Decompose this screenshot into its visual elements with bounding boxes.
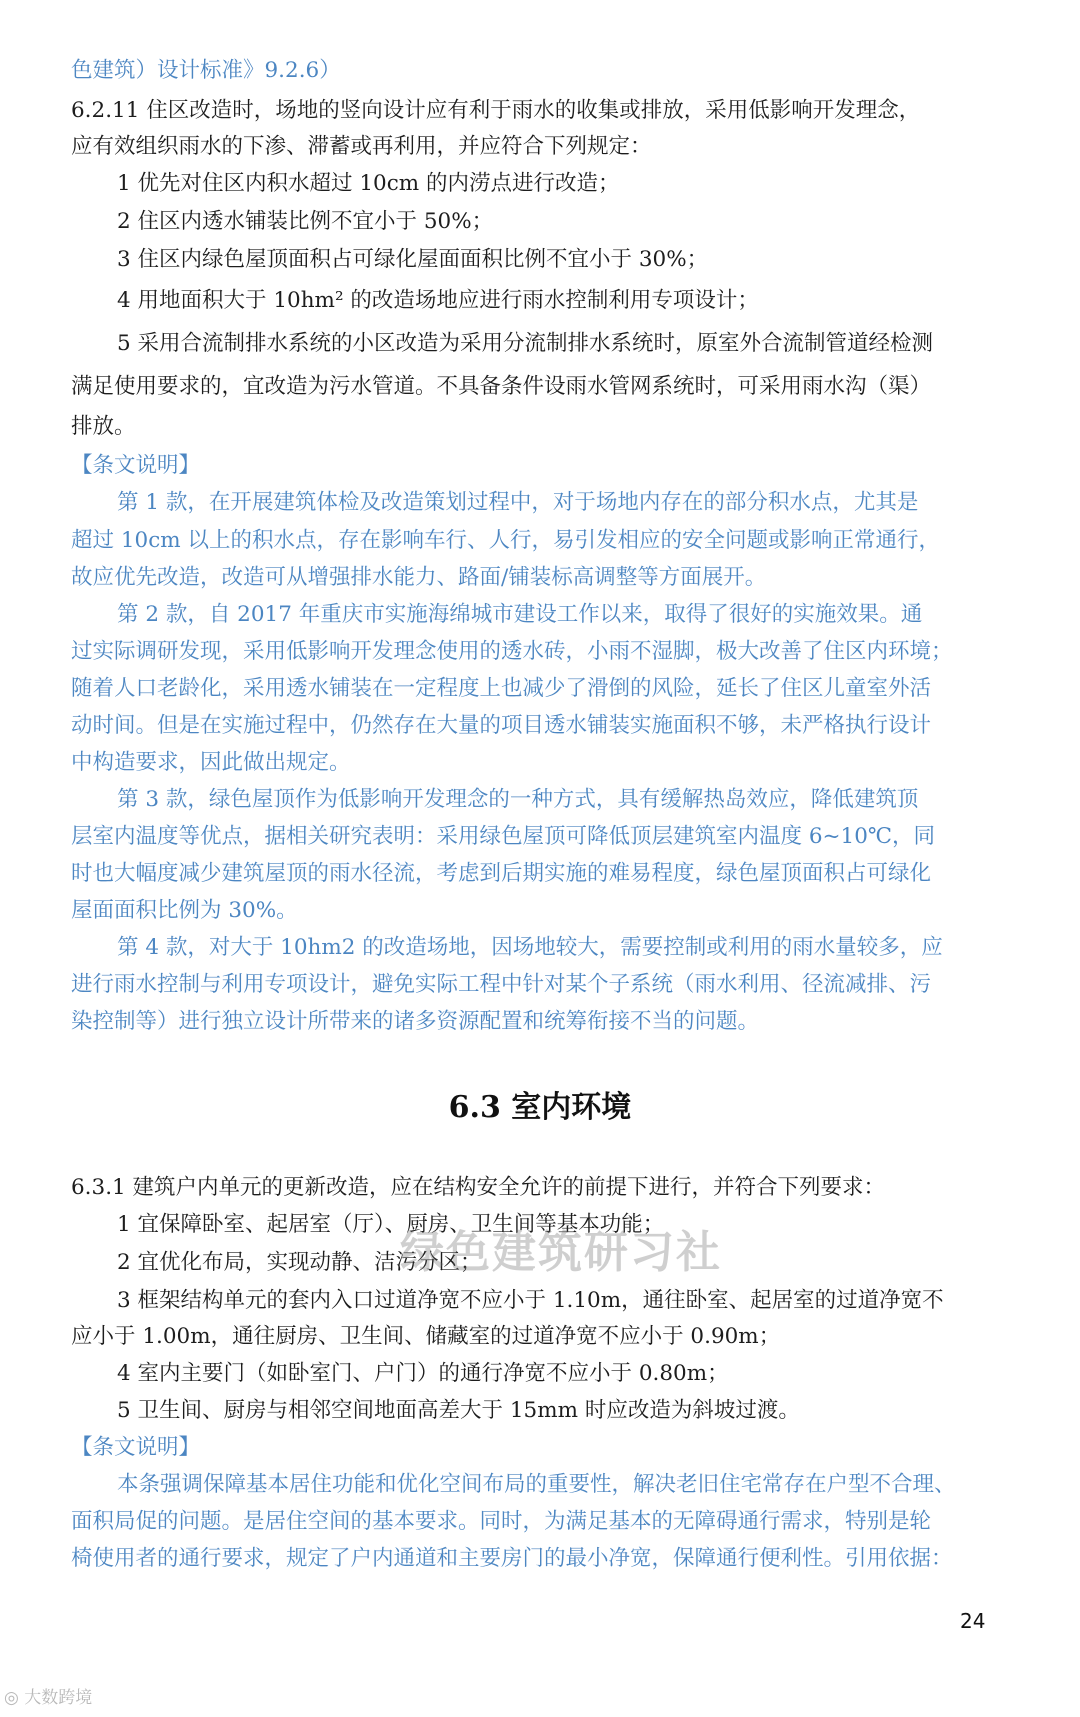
explanation-line: 染控制等）进行独立设计所带来的诸多资源配置和统筹衔接不当的问题。 bbox=[71, 1009, 760, 1034]
explanation-line: 超过 10cm 以上的积水点，存在影响车行、人行，易引发相应的安全问题或影响正常通行， bbox=[71, 528, 940, 553]
explanation-line: 随着人口老龄化，采用透水铺装在一定程度上也减少了滑倒的风险，延长了住区儿童室外活 bbox=[71, 676, 932, 701]
page-number: 24 bbox=[960, 1609, 986, 1633]
clause-6-2-11-line: 6.2.11 住区改造时，场地的竖向设计应有利于雨水的收集或排放，采用低影响开发理念， bbox=[71, 98, 921, 123]
clause-item: 1 宜保障卧室、起居室（厅）、厨房、卫生间等基本功能； bbox=[117, 1212, 665, 1237]
explanation-line: 进行雨水控制与利用专项设计，避免实际工程中针对某个子系统（雨水利用、径流减排、污 bbox=[71, 972, 932, 997]
explanation-label: 【条文说明】 bbox=[71, 453, 201, 478]
corner-logo-text: 大数跨境 bbox=[24, 1688, 93, 1708]
clause-6-2-11-line: 应有效组织雨水的下渗、滞蓄或再利用，并应符合下列规定： bbox=[71, 134, 652, 159]
watermark: 绿色建筑研习社 bbox=[400, 1227, 722, 1278]
explanation-line: 第 3 款，绿色屋顶作为低影响开发理念的一种方式，具有缓解热岛效应，降低建筑顶 bbox=[117, 787, 919, 812]
clause-item: 3 框架结构单元的套内入口过道净宽不应小于 1.10m，通往卧室、起居室的过道净宽不 bbox=[117, 1288, 944, 1313]
explanation-line: 屋面面积比例为 30%。 bbox=[71, 898, 298, 923]
corner-logo bbox=[4, 1683, 92, 1708]
explanation-line: 面积局促的问题。是居住空间的基本要求。同时，为满足基本的无障碍通行需求，特别是轮 bbox=[71, 1509, 932, 1534]
clause-item: 2 宜优化布局，实现动静、洁污分区； bbox=[117, 1250, 482, 1275]
clause-item: 4 室内主要门（如卧室门、户门）的通行净宽不应小于 0.80m； bbox=[117, 1361, 729, 1386]
clause-item: 2 住区内透水铺装比例不宜小于 50%； bbox=[117, 209, 494, 234]
explanation-line: 动时间。但是在实施过程中，仍然存在大量的项目透水铺装实施面积不够，未严格执行设计 bbox=[71, 713, 932, 738]
clause-item-cont: 满足使用要求的，宜改造为污水管道。不具备条件设雨水管网系统时，可采用雨水沟（渠） bbox=[71, 374, 932, 399]
clause-item: 5 采用合流制排水系统的小区改造为采用分流制排水系统时，原室外合流制管道经检测 bbox=[117, 331, 934, 356]
clause-item-cont: 排放。 bbox=[71, 414, 136, 439]
explanation-line: 第 2 款，自 2017 年重庆市实施海绵城市建设工作以来，取得了很好的实施效果。通 bbox=[117, 602, 923, 627]
clause-item: 5 卫生间、厨房与相邻空间地面高差大于 15mm 时应改造为斜坡过渡。 bbox=[117, 1398, 800, 1423]
logo-icon: ◎ bbox=[4, 1688, 19, 1708]
explanation-line: 本条强调保障基本居住功能和优化空间布局的重要性，解决老旧住宅常存在户型不合理、 bbox=[117, 1472, 956, 1497]
clause-item: 4 用地面积大于 10hm² 的改造场地应进行雨水控制利用专项设计； bbox=[117, 288, 759, 313]
explanation-line: 第 4 款，对大于 10hm2 的改造场地，因场地较大，需要控制或利用的雨水量较多，应 bbox=[117, 935, 943, 960]
continued-reference: 色建筑）设计标准》9.2.6） bbox=[71, 58, 341, 83]
clause-item: 3 住区内绿色屋顶面积占可绿化屋面面积比例不宜小于 30%； bbox=[117, 247, 709, 272]
clause-6-3-1-line: 6.3.1 建筑户内单元的更新改造，应在结构安全允许的前提下进行，并符合下列要求： bbox=[71, 1175, 886, 1200]
explanation-line: 椅使用者的通行要求，规定了户内通道和主要房门的最小净宽，保障通行便利性。引用依据： bbox=[71, 1546, 953, 1571]
explanation-line: 过实际调研发现，采用低影响开发理念使用的透水砖，小雨不湿脚，极大改善了住区内环境； bbox=[71, 639, 953, 664]
explanation-line: 中构造要求，因此做出规定。 bbox=[71, 750, 351, 775]
explanation-label: 【条文说明】 bbox=[71, 1435, 201, 1460]
explanation-line: 时也大幅度减少建筑屋顶的雨水径流，考虑到后期实施的难易程度，绿色屋顶面积占可绿化 bbox=[71, 861, 932, 886]
clause-item-cont: 应小于 1.00m，通往厨房、卫生间、储藏室的过道净宽不应小于 0.90m； bbox=[71, 1324, 781, 1349]
explanation-line: 第 1 款，在开展建筑体检及改造策划过程中，对于场地内存在的部分积水点，尤其是 bbox=[117, 490, 919, 515]
explanation-line: 故应优先改造，改造可从增强排水能力、路面/铺装标高调整等方面展开。 bbox=[71, 565, 767, 590]
explanation-line: 层室内温度等优点，据相关研究表明：采用绿色屋顶可降低顶层建筑室内温度 6~10℃，同 bbox=[71, 824, 935, 849]
clause-item: 1 优先对住区内积水超过 10cm 的内涝点进行改造； bbox=[117, 171, 620, 196]
section-heading: 6.3 室内环境 bbox=[448, 1090, 632, 1125]
